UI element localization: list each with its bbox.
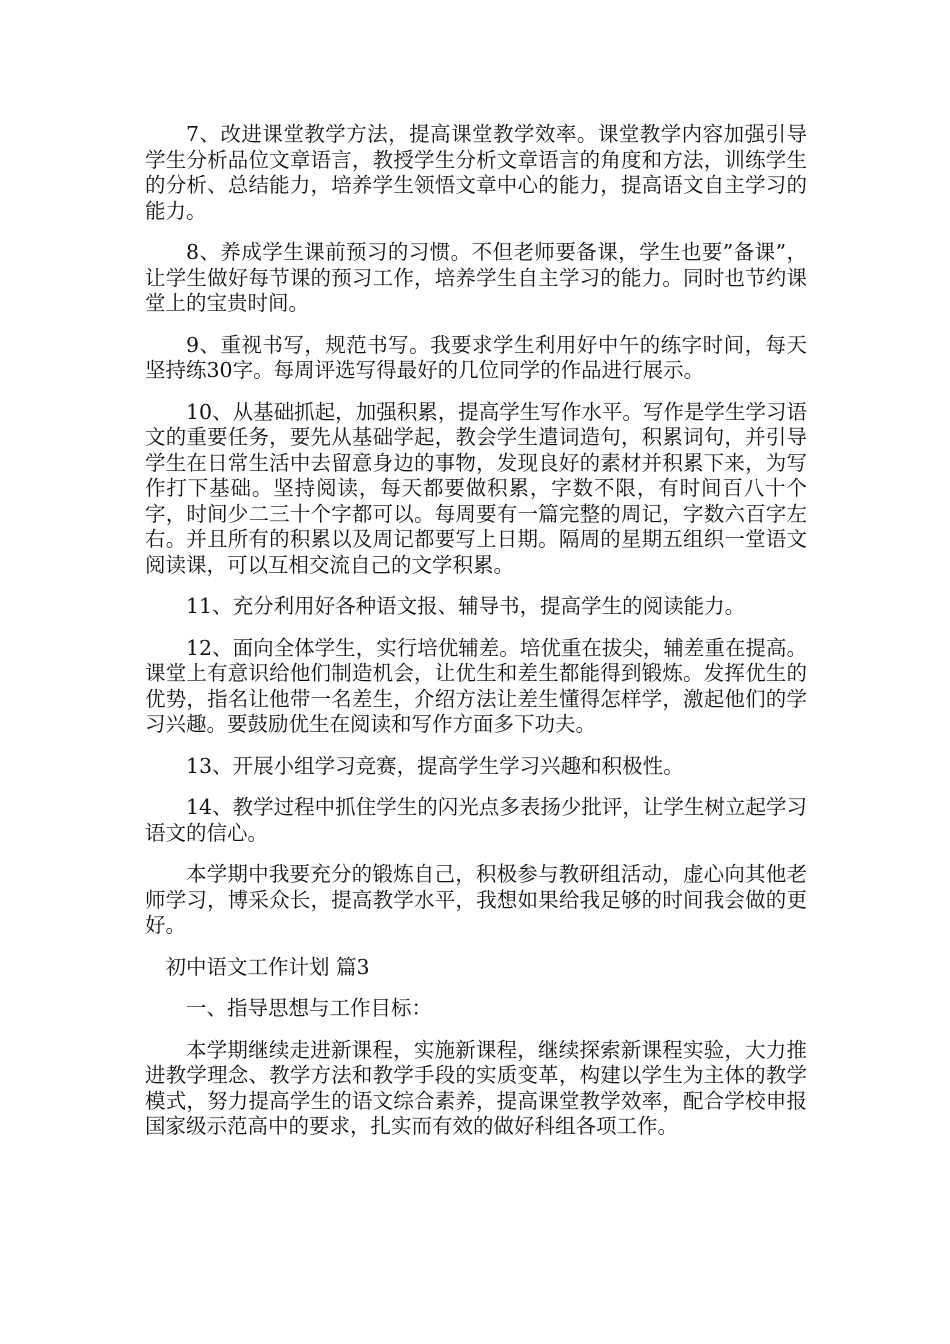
paragraph-guiding-thought: 本学期继续走进新课程，实施新课程，继续探索新课程实验，大力推进教学理念、教学方法和教学手段的实质变革，构建以学生为主体的教学模式，努力提高学生的语文综合素养，提高课堂教学效率，配合学校申报国家级示范高中的要求，扎实而有效的做好科组各项工作。: [145, 1037, 807, 1138]
paragraph-item-13: 13、开展小组学习竞赛，提高学生学习兴趣和积极性。: [186, 753, 684, 778]
paragraph-item-9: 9、重视书写，规范书写。我要求学生利用好中午的练字时间，每天坚持练30字。每周评选写得最好的几位同学的作品进行展示。: [145, 332, 807, 382]
paragraph-item-12: 12、面向全体学生，实行培优辅差。培优重在拔尖，辅差重在提高。课堂上有意识给他们制造机会，让优生和差生都能得到锻炼。发挥优生的优势，指名让他带一名差生，介绍方法让差生懂得怎样学，激起他们的学习兴趣。要鼓励优生在阅读和写作方面多下功夫。: [145, 635, 807, 736]
paragraph-item-7: 7、改进课堂教学方法，提高课堂教学效率。课堂教学内容加强引导学生分析品位文章语言，教授学生分析文章语言的角度和方法，训练学生的分析、总结能力，培养学生领悟文章中心的能力，提高语文自主学习的能力。: [145, 122, 807, 223]
paragraph-item-11: 11、充分利用好各种语文报、辅导书，提高学生的阅读能力。: [186, 594, 746, 618]
paragraph-item-10: 10、从基础抓起，加强积累，提高学生写作水平。写作是学生学习语文的重要任务，要先从基础学起，教会学生遣词造句，积累词句，并引导学生在日常生活中去留意身边的事物，发现良好的素材并积累下来，为写作打下基础。坚持阅读，每天都要做积累，字数不限，有时间百八十个字，时间少二三十个字都可以。每周要有一篇完整的周记，字数六百字左右。并且所有的积累以及周记都要写上日期。隔周的星期五组织一堂语文阅读课，可以互相交流自己的文学积累。: [145, 399, 807, 577]
paragraph-summary: 本学期中我要充分的锻炼自己，积极参与教研组活动，虚心向其他老师学习，博采众长，提高教学水平，我想如果给我足够的时间我会做的更好。: [145, 862, 807, 937]
document-body: [145, 122, 807, 1156]
paragraph-item-8: 8、养成学生课前预习的习惯。不但老师要备课，学生也要”备课”，让学生做好每节课的预习工作，培养学生自主学习的能力。同时也节约课堂上的宝贵时间。: [145, 240, 807, 315]
paragraph-item-14: 14、教学过程中抓住学生的闪光点多表扬少批评，让学生树立起学习语文的信心。: [145, 795, 807, 845]
section-title: 初中语文工作计划 篇3: [165, 954, 370, 979]
subsection-heading: 一、指导思想与工作目标：: [186, 996, 432, 1020]
